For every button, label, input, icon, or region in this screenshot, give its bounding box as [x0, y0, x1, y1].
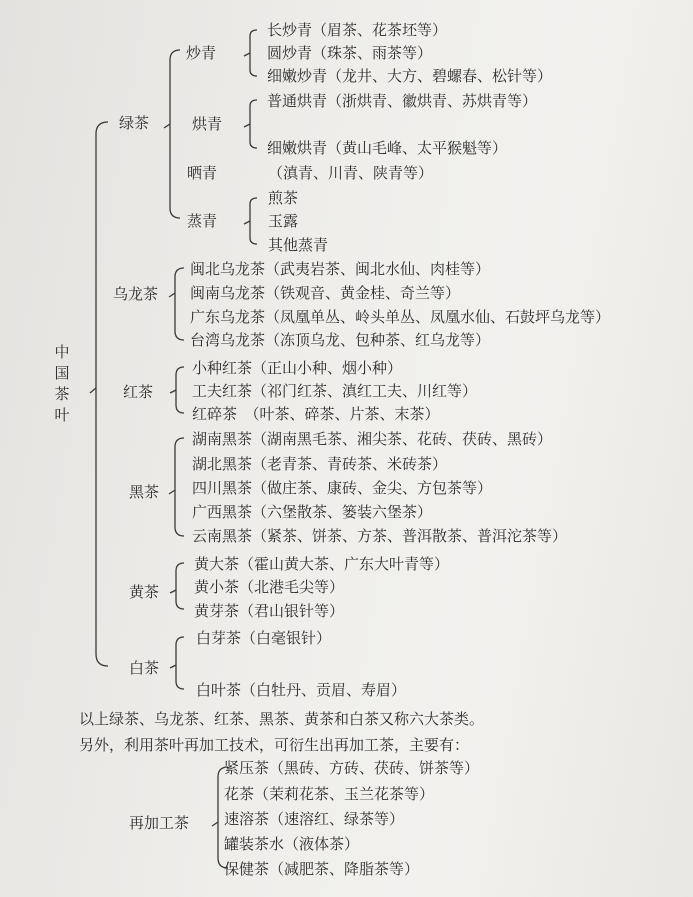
- yellow-tea-bracket: [170, 563, 184, 609]
- yellow-tea-item-2: 黄小茶（北港毛尖等）: [194, 578, 345, 596]
- zhengqing-bracket: [244, 198, 257, 244]
- category-white-tea: 白茶: [129, 659, 160, 677]
- hongqing-item-2: 细嫩烘青（黄山毛峰、太平猴魁等）: [267, 139, 508, 157]
- hongqing-item-1: 普通烘青（浙烘青、徽烘青、苏烘青等）: [267, 92, 538, 110]
- reprocessed-item-3: 速溶茶（速溶红、绿茶等）: [224, 810, 405, 828]
- hongqing-bracket: [244, 100, 257, 148]
- oolong-item-2: 闽南乌龙茶（铁观音、黄金桂、奇兰等）: [190, 284, 461, 302]
- dark-tea-item-5: 云南黑茶（紧茶、饼茶、方茶、普洱散茶、普洱沱茶等）: [192, 527, 568, 545]
- category-oolong: 乌龙茶: [113, 285, 159, 303]
- reprocessed-item-5: 保健茶（减肥茶、降脂茶等）: [224, 860, 420, 878]
- zhengqing-item-2: 玉露: [268, 212, 299, 230]
- dark-tea-item-1: 湖南黑茶（湖南黑毛茶、湘尖茶、花砖、茯砖、黑砖）: [192, 430, 553, 448]
- chaoqing-bracket: [244, 30, 257, 76]
- white-tea-bracket: [170, 637, 184, 689]
- chaoqing-item-3: 细嫩炒青（龙井、大方、碧螺春、松针等）: [267, 67, 553, 85]
- green-tea-bracket: [164, 50, 180, 218]
- red-tea-bracket: [170, 367, 184, 413]
- zhengqing-item-1: 煎茶: [268, 189, 299, 207]
- note-six-categories: 以上绿茶、乌龙茶、红茶、黑茶、黄茶和白茶又称六大茶类。: [79, 710, 485, 728]
- yellow-tea-item-3: 黄芽茶（君山银针等）: [194, 602, 345, 620]
- zhengqing-item-3: 其他蒸青: [268, 236, 329, 254]
- white-tea-item-1: 白芽茶（白毫银针）: [196, 629, 332, 647]
- reprocessed-item-1: 紧压茶（黑砖、方砖、茯砖、饼茶等）: [224, 759, 480, 777]
- root-label: 中国茶叶: [54, 343, 70, 424]
- oolong-item-3: 广东乌龙茶（凤凰单丛、岭头单丛、凤凰水仙、石鼓坪乌龙等）: [190, 308, 611, 326]
- root-bracket: [90, 122, 108, 666]
- white-tea-item-2: 白叶茶（白牡丹、贡眉、寿眉）: [196, 681, 407, 699]
- shaiqing-item-1: （滇青、川青、陕青等）: [268, 164, 434, 182]
- sub-hongqing: 烘青: [192, 115, 223, 133]
- dark-tea-item-3: 四川黑茶（做庄茶、康砖、金尖、方包茶等）: [192, 479, 493, 497]
- yellow-tea-item-1: 黄大茶（霍山黄大茶、广东大叶青等）: [194, 555, 450, 573]
- oolong-item-1: 闽北乌龙茶（武夷岩茶、闽北水仙、肉桂等）: [190, 260, 491, 278]
- chaoqing-item-2: 圆炒青（珠茶、雨茶等）: [267, 44, 433, 62]
- dark-tea-item-4: 广西黑茶（六堡散茶、篓装六堡茶）: [192, 503, 433, 521]
- category-red-tea: 红茶: [123, 383, 154, 401]
- sub-shaiqing: 晒青: [187, 164, 218, 182]
- category-reprocessed: 再加工茶: [129, 814, 190, 832]
- red-tea-item-1: 小种红茶（正山小种、烟小种）: [192, 359, 403, 377]
- sub-chaoqing: 炒青: [186, 44, 217, 62]
- oolong-item-4: 台湾乌龙茶（冻顶乌龙、包种茶、红乌龙等）: [190, 331, 491, 349]
- oolong-bracket: [169, 268, 184, 340]
- dark-tea-item-2: 湖北黑茶（老青茶、青砖茶、米砖茶）: [192, 455, 448, 473]
- note-reprocessed-intro: 另外，利用茶叶再加工技术，可衍生出再加工茶，主要有：: [79, 736, 470, 754]
- red-tea-item-3: 红碎茶 （叶茶、碎茶、片茶、末茶）: [192, 405, 440, 423]
- category-dark-tea: 黑茶: [129, 483, 160, 501]
- category-yellow-tea: 黄茶: [129, 583, 160, 601]
- red-tea-item-2: 工夫红茶（祁门红茶、滇红工夫、川红等）: [192, 382, 478, 400]
- reprocessed-item-2: 花茶（茉莉花茶、玉兰花茶等）: [224, 785, 435, 803]
- category-green-tea: 绿茶: [119, 114, 150, 132]
- reprocessed-item-4: 罐装茶水（液体茶）: [224, 835, 360, 853]
- sub-zhengqing: 蒸青: [187, 212, 218, 230]
- dark-tea-bracket: [169, 438, 184, 536]
- chaoqing-item-1: 长炒青（眉茶、花茶坯等）: [267, 21, 448, 39]
